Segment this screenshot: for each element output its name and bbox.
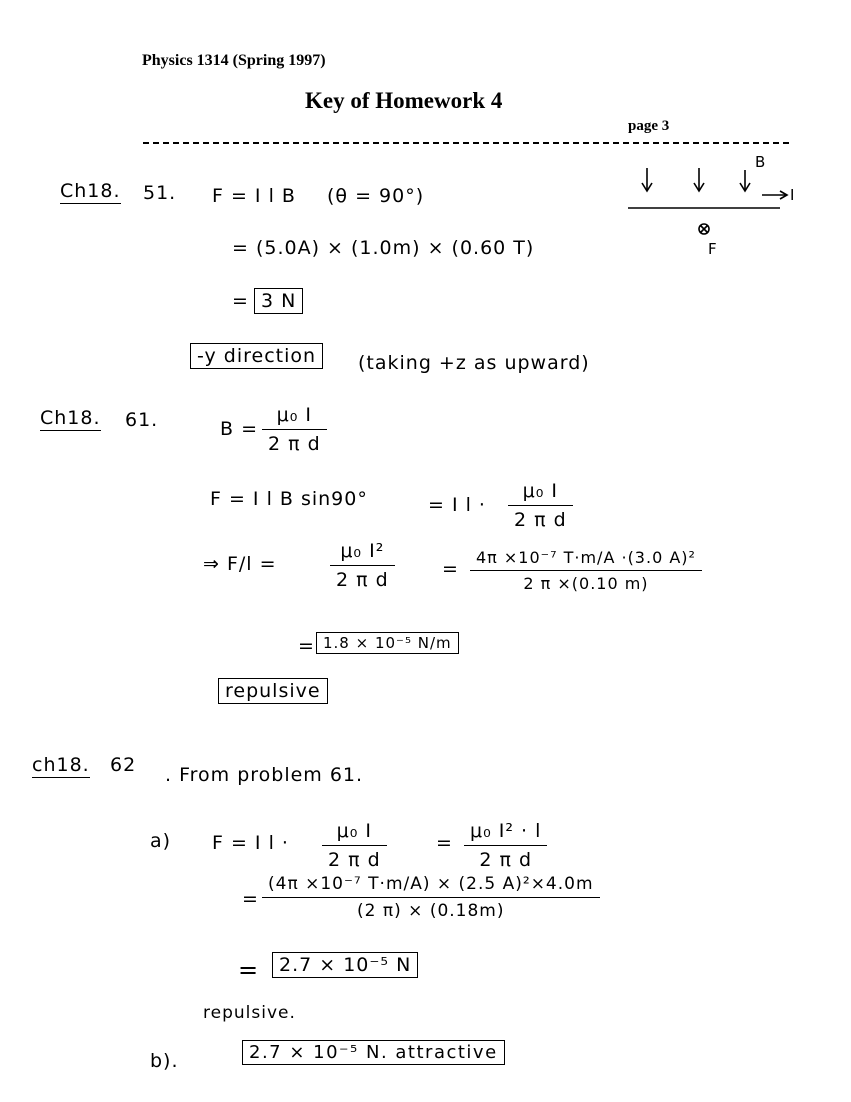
fraction-bar [322, 845, 387, 846]
p61-fl-numerator-2: 4π ×10⁻⁷ T·m/A ·(3.0 A)² [476, 548, 696, 567]
p62-a2-numerator: (4π ×10⁻⁷ T·m/A) × (2.5 A)²×4.0m [268, 874, 594, 894]
p61-number: 61. [125, 409, 159, 431]
fraction-bar [508, 505, 573, 506]
fraction-bar [470, 570, 702, 571]
p51-chapter-label: Ch18. [60, 180, 121, 202]
p51-direction: -y direction [190, 343, 323, 369]
fraction-bar [464, 845, 547, 846]
p62-a-denominator-2: 2 π d [479, 849, 533, 871]
p61-fl-denominator-2: 2 π ×(0.10 m) [523, 574, 649, 593]
p62-a-nature: repulsive. [203, 1003, 296, 1023]
p61-fl-fraction [330, 540, 395, 591]
p61-b-prefix: B = [220, 418, 258, 440]
p62-chapter-label: ch18. [32, 754, 90, 776]
fraction-bar [262, 429, 327, 430]
fraction-bar [262, 897, 600, 898]
p61-nature: repulsive [218, 678, 328, 704]
p61-fl-fraction-2 [470, 548, 702, 593]
p61-f-prefix: F = I l B sin90° [210, 488, 368, 510]
course-title: Physics 1314 (Spring 1997) [142, 52, 326, 69]
p51-result: 3 N [254, 288, 303, 314]
p62-a-equals: = [436, 832, 453, 854]
p62-part-a-label: a) [150, 830, 172, 852]
p51-direction-note: (taking +z as upward) [358, 352, 590, 374]
p61-fl-equals: = [442, 558, 459, 580]
p61-f-denominator: 2 π d [514, 509, 567, 531]
p61-result: 1.8 × 10⁻⁵ N/m [316, 632, 459, 654]
p51-equation-1: F = I l B [212, 185, 296, 207]
page-title: Key of Homework 4 [305, 88, 503, 113]
p61-f-numerator: μ₀ I [522, 480, 559, 502]
p61-result-prefix: = [298, 635, 315, 657]
p61-f-equals: = I l · [428, 494, 486, 516]
p61-fl-denominator: 2 π d [336, 569, 389, 591]
p62-b-result: 2.7 × 10⁻⁵ N. attractive [242, 1040, 505, 1065]
page-number: page 3 [628, 118, 670, 134]
p61-chapter-label: Ch18. [40, 407, 101, 429]
p61-f-fraction [508, 480, 573, 531]
p62-a2-denominator: (2 π) × (0.18m) [357, 901, 505, 921]
fraction-bar [330, 565, 395, 566]
p62-number: 62 [110, 754, 137, 776]
p51-equation-3-prefix: = [232, 290, 249, 312]
p62-a-fraction [322, 820, 387, 871]
p62-part-b-label: b). [150, 1050, 179, 1072]
p62-a-fraction-2 [464, 820, 547, 871]
p62-a-prefix: F = I l · [212, 832, 289, 854]
p62-a-numerator: μ₀ I [336, 820, 373, 842]
p62-a2-fraction [262, 874, 600, 921]
p62-a-numerator-2: μ₀ I² · l [470, 820, 542, 842]
p62-a3-prefix: = [238, 956, 260, 984]
p62-intro: . From problem 61. [165, 764, 364, 786]
p61-fl-prefix: ⇒ F/l = [203, 553, 277, 575]
p62-a-result: 2.7 × 10⁻⁵ N [272, 952, 418, 978]
p61-b-numerator: μ₀ I [276, 404, 313, 426]
p61-b-fraction [262, 404, 327, 455]
p62-a2-prefix: = [242, 888, 259, 910]
diagram-label-b: B [755, 153, 767, 171]
p61-fl-numerator: μ₀ I² [340, 540, 385, 562]
diagram-label-f: F [708, 240, 718, 258]
p51-equation-2: = (5.0A) × (1.0m) × (0.60 T) [232, 237, 535, 259]
diagram-label-i: I [790, 186, 796, 204]
p51-equation-1-note: (θ = 90°) [327, 185, 425, 207]
p51-number: 51. [143, 182, 177, 204]
p61-b-denominator: 2 π d [268, 433, 321, 455]
p62-a-denominator: 2 π d [328, 849, 381, 871]
